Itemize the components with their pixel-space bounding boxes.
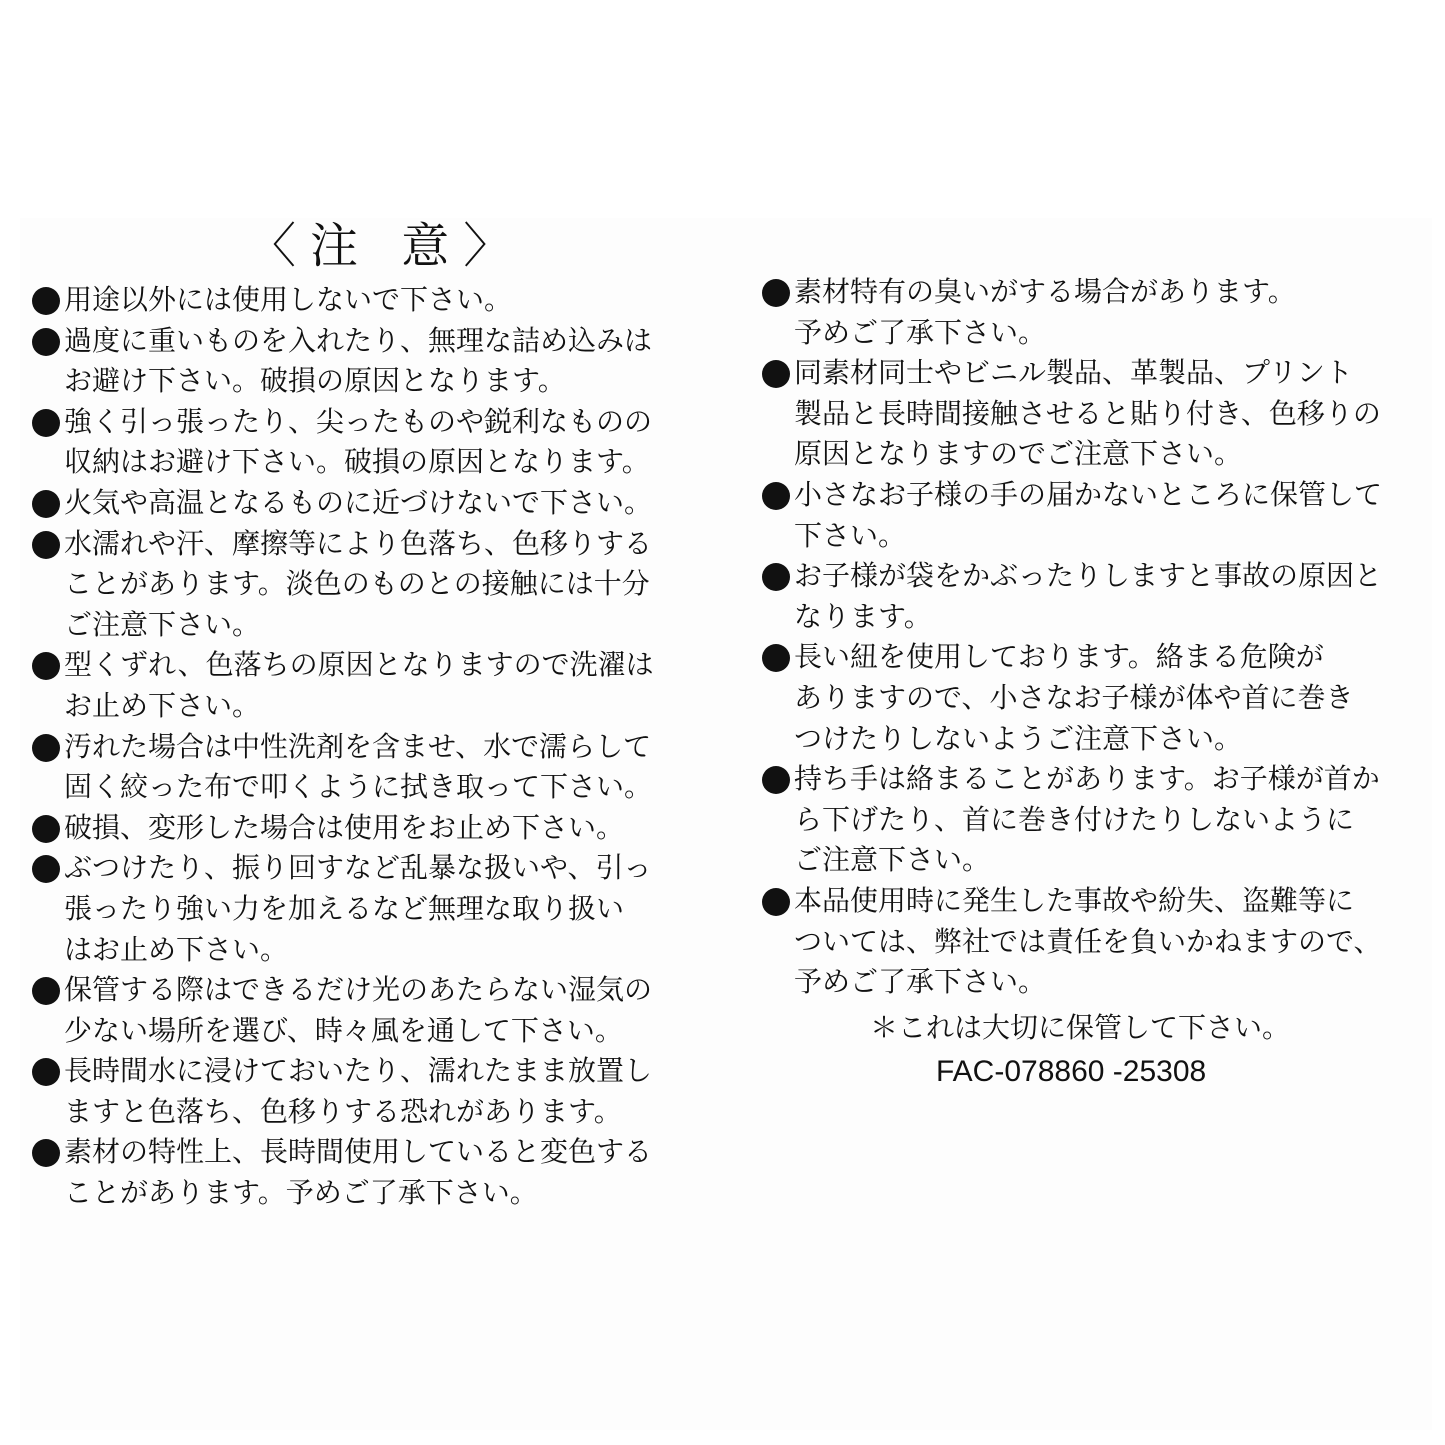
caution-line: 下さい。 — [794, 518, 907, 552]
caution-item — [762, 353, 1434, 475]
caution-text — [64, 402, 712, 483]
bullet-icon — [32, 1139, 60, 1167]
caution-line: つけたりしないようご注意下さい。 — [794, 721, 1243, 755]
caution-line: 少ない場所を選び、時々風を通して下さい。 — [64, 1013, 623, 1047]
caution-text — [64, 321, 712, 402]
caution-text — [794, 353, 1434, 475]
caution-line: 火気や高温となるものに近づけないで下さい。 — [64, 485, 653, 519]
bullet-icon — [762, 360, 790, 388]
caution-text — [64, 1051, 712, 1132]
caution-line: お避け下さい。破損の原因となります。 — [64, 364, 566, 398]
caution-line: 収納はお避け下さい。破損の原因となります。 — [64, 445, 650, 479]
caution-line: 予めご了承下さい。 — [794, 965, 1047, 999]
caution-line: 水濡れや汗、摩擦等により色落ち、色移りする — [64, 526, 653, 560]
caution-item — [32, 524, 712, 646]
caution-item — [32, 1051, 712, 1132]
caution-text — [64, 970, 712, 1051]
caution-text — [64, 483, 712, 524]
caution-text — [64, 645, 712, 726]
caution-line: ご注意下さい。 — [64, 607, 261, 641]
bullet-icon — [762, 644, 790, 672]
caution-line: 型くずれ、色落ちの原因となりますので洗濯は — [64, 648, 654, 682]
caution-item — [32, 321, 712, 402]
caution-line: はお止め下さい。 — [64, 932, 289, 966]
caution-line: ぶつけたり、振り回すなど乱暴な扱いや、引っ — [64, 851, 652, 885]
caution-line: 製品と長時間接触させると貼り付き、色移りの — [794, 396, 1381, 430]
caution-line: ご注意下さい。 — [794, 843, 991, 877]
caution-line: 長時間水に浸けておいたり、濡れたまま放置し — [64, 1054, 653, 1088]
caution-text — [794, 881, 1434, 1003]
caution-line: 同素材同士やビニル製品、革製品、プリント — [794, 356, 1353, 390]
caution-text — [64, 727, 712, 808]
bullet-icon — [32, 855, 60, 883]
caution-line: ことがあります。淡色のものとの接触には十分 — [64, 567, 650, 601]
caution-item — [32, 645, 712, 726]
caution-line: 持ち手は絡まることがあります。お子様が首か — [794, 762, 1380, 796]
caution-line: ますと色落ち、色移りする恐れがあります。 — [64, 1094, 622, 1128]
left-caution-list — [32, 280, 712, 1214]
caution-item — [762, 759, 1434, 881]
bullet-icon — [762, 482, 790, 510]
caution-item — [32, 402, 712, 483]
bullet-icon — [32, 1058, 60, 1086]
caution-line: 長い紐を使用しております。絡まる危険が — [794, 640, 1324, 674]
caution-line: 原因となりますのでご注意下さい。 — [794, 437, 1243, 471]
caution-line: 用途以外には使用しないで下さい。 — [64, 283, 513, 316]
caution-text — [794, 475, 1434, 556]
caution-line: なります。 — [794, 599, 932, 633]
caution-item — [32, 483, 712, 524]
caution-item — [32, 727, 712, 808]
caution-item — [32, 808, 712, 849]
caution-line: 強く引っ張ったり、尖ったものや鋭利なものの — [64, 404, 653, 438]
bullet-icon — [32, 531, 60, 559]
caution-line: 汚れた場合は中性洗剤を含ませ、水で濡らして — [64, 729, 652, 763]
bullet-icon — [32, 409, 60, 437]
caution-text — [794, 637, 1434, 759]
caution-item — [32, 970, 712, 1051]
caution-text — [64, 524, 712, 646]
caution-item — [762, 881, 1434, 1003]
caution-item — [762, 556, 1434, 637]
caution-line: ことがあります。予めご了承下さい。 — [64, 1176, 538, 1210]
caution-item — [762, 637, 1434, 759]
caution-line: 小さなお子様の手の届かないところに保管して — [794, 477, 1383, 511]
caution-line: 張ったり強い力を加えるなど無理な取り扱い — [64, 891, 625, 925]
caution-line: 過度に重いものを入れたり、無理な詰め込みは — [64, 323, 653, 357]
caution-line: 本品使用時に発生した事故や紛失、盗難等に — [794, 883, 1355, 917]
caution-text — [64, 280, 712, 321]
bullet-icon — [32, 815, 60, 843]
caution-line: 保管する際はできるだけ光のあたらない湿気の — [64, 973, 653, 1007]
caution-line: お止め下さい。 — [64, 688, 261, 722]
keep-note: ＊これは大切に保管して下さい。 — [870, 1011, 1291, 1044]
caution-text — [794, 556, 1434, 637]
bullet-icon — [762, 563, 790, 591]
notice-title: 〈注 意〉 — [248, 218, 526, 274]
caution-line: お子様が袋をかぶったりしますと事故の原因と — [794, 559, 1383, 593]
bullet-icon — [32, 734, 60, 762]
caution-text — [64, 848, 712, 970]
caution-text — [794, 759, 1434, 881]
caution-line: ありますので、小さなお子様が体や首に巻き — [794, 680, 1354, 714]
caution-line: 素材特有の臭いがする場合があります。 — [794, 275, 1296, 308]
bullet-icon — [32, 652, 60, 680]
caution-item — [32, 280, 712, 321]
product-code: FAC-078860 -25308 — [936, 1055, 1207, 1088]
bullet-icon — [762, 888, 790, 916]
caution-item — [32, 1132, 712, 1213]
bullet-icon — [762, 766, 790, 794]
caution-item — [32, 848, 712, 970]
caution-item — [762, 272, 1434, 353]
caution-line: ついては、弊社では責任を負いかねますので、 — [794, 924, 1382, 958]
bullet-icon — [32, 328, 60, 356]
bullet-icon — [32, 287, 60, 315]
bullet-icon — [762, 279, 790, 307]
bullet-icon — [32, 977, 60, 1005]
caution-text — [794, 272, 1434, 353]
caution-line: ら下げたり、首に巻き付けたりしないように — [794, 802, 1355, 836]
caution-line: 固く絞った布で叩くように拭き取って下さい。 — [64, 770, 653, 804]
caution-text — [64, 808, 712, 849]
caution-line: 予めご了承下さい。 — [794, 315, 1047, 349]
caution-text — [64, 1132, 712, 1213]
caution-item — [762, 475, 1434, 556]
bullet-icon — [32, 490, 60, 518]
caution-line: 破損、変形した場合は使用をお止め下さい。 — [64, 810, 625, 844]
right-caution-list — [762, 272, 1434, 1003]
caution-line: 素材の特性上、長時間使用していると変色する — [64, 1135, 653, 1169]
